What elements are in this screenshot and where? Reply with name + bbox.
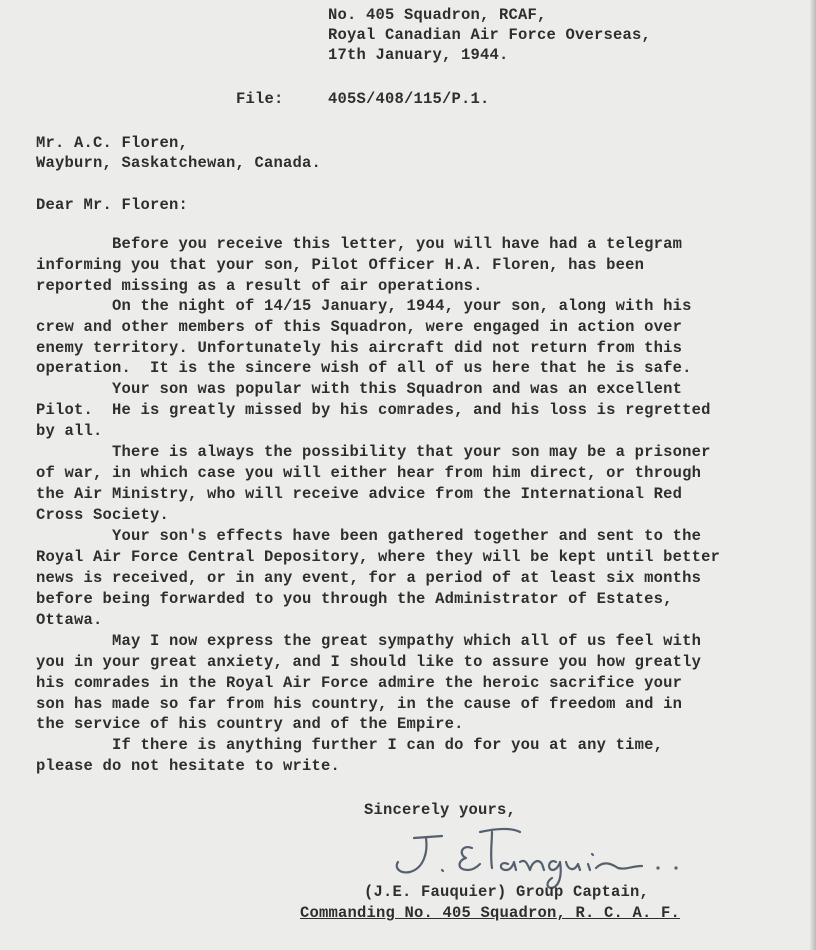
- body-line: operation. It is the sincere wish of all of us here that he is safe.: [36, 359, 692, 377]
- body-line: If there is anything further I can do for you at any time,: [36, 736, 664, 754]
- body-line: There is always the possibility that your son may be a prisoner: [36, 443, 711, 461]
- salutation: Dear Mr. Floren:: [36, 196, 189, 214]
- letterhead-unit: No. 405 Squadron, RCAF,: [328, 6, 547, 24]
- body-line: news is received, or in any event, for a period of at least six months: [36, 569, 702, 587]
- recipient-name: Mr. A.C. Floren,: [36, 134, 189, 152]
- signer-name-title: (J.E. Fauquier) Group Captain,: [364, 883, 650, 901]
- body-line: Your son was popular with this Squadron and was an excellent: [36, 380, 683, 398]
- body-line: Cross Society.: [36, 506, 170, 524]
- body-line: May I now express the great sympathy which all of us feel with: [36, 632, 702, 650]
- body-line: informing you that your son, Pilot Officer H.A. Floren, has been: [36, 256, 645, 274]
- signer-command: Commanding No. 405 Squadron, R. C. A. F.: [300, 904, 681, 922]
- body-line: Royal Air Force Central Depository, where they will be kept until better: [36, 548, 721, 566]
- body-line: Your son's effects have been gathered together and sent to the: [36, 527, 702, 545]
- body-line: please do not hesitate to write.: [36, 757, 341, 775]
- body-line: son has made so far from his country, in the cause of freedom and in: [36, 695, 683, 713]
- body-line: his comrades in the Royal Air Force admire the heroic sacrifice your: [36, 674, 683, 692]
- body-line: Ottawa.: [36, 611, 103, 629]
- letterhead-force: Royal Canadian Air Force Overseas,: [328, 26, 652, 44]
- signature-stroke: [397, 829, 642, 888]
- body-line: you in your great anxiety, and I should like to assure you how greatly: [36, 653, 702, 671]
- body-line: Pilot. He is greatly missed by his comrades, and his loss is regretted: [36, 401, 711, 419]
- body-line: enemy territory. Unfortunately his aircraft did not return from this: [36, 339, 683, 357]
- file-label: File:: [236, 90, 284, 108]
- body-line: by all.: [36, 422, 103, 440]
- body-line: before being forwarded to you through the Administrator of Estates,: [36, 590, 673, 608]
- body-line: reported missing as a result of air operations.: [36, 277, 483, 295]
- file-reference: 405S/408/115/P.1.: [328, 90, 490, 108]
- body-line: On the night of 14/15 January, 1944, your son, along with his: [36, 297, 692, 315]
- body-line: Before you receive this letter, you will have had a telegram: [36, 235, 683, 253]
- body-line: the Air Ministry, who will receive advice from the International Red: [36, 485, 683, 503]
- recipient-address: Wayburn, Saskatchewan, Canada.: [36, 154, 322, 172]
- letter-date: 17th January, 1944.: [328, 46, 509, 64]
- body-line: of war, in which case you will either hear from him direct, or through: [36, 464, 702, 482]
- body-line: the service of his country and of the Empire.: [36, 715, 464, 733]
- body-line: crew and other members of this Squadron, were engaged in action over: [36, 318, 683, 336]
- closing: Sincerely yours,: [364, 801, 517, 819]
